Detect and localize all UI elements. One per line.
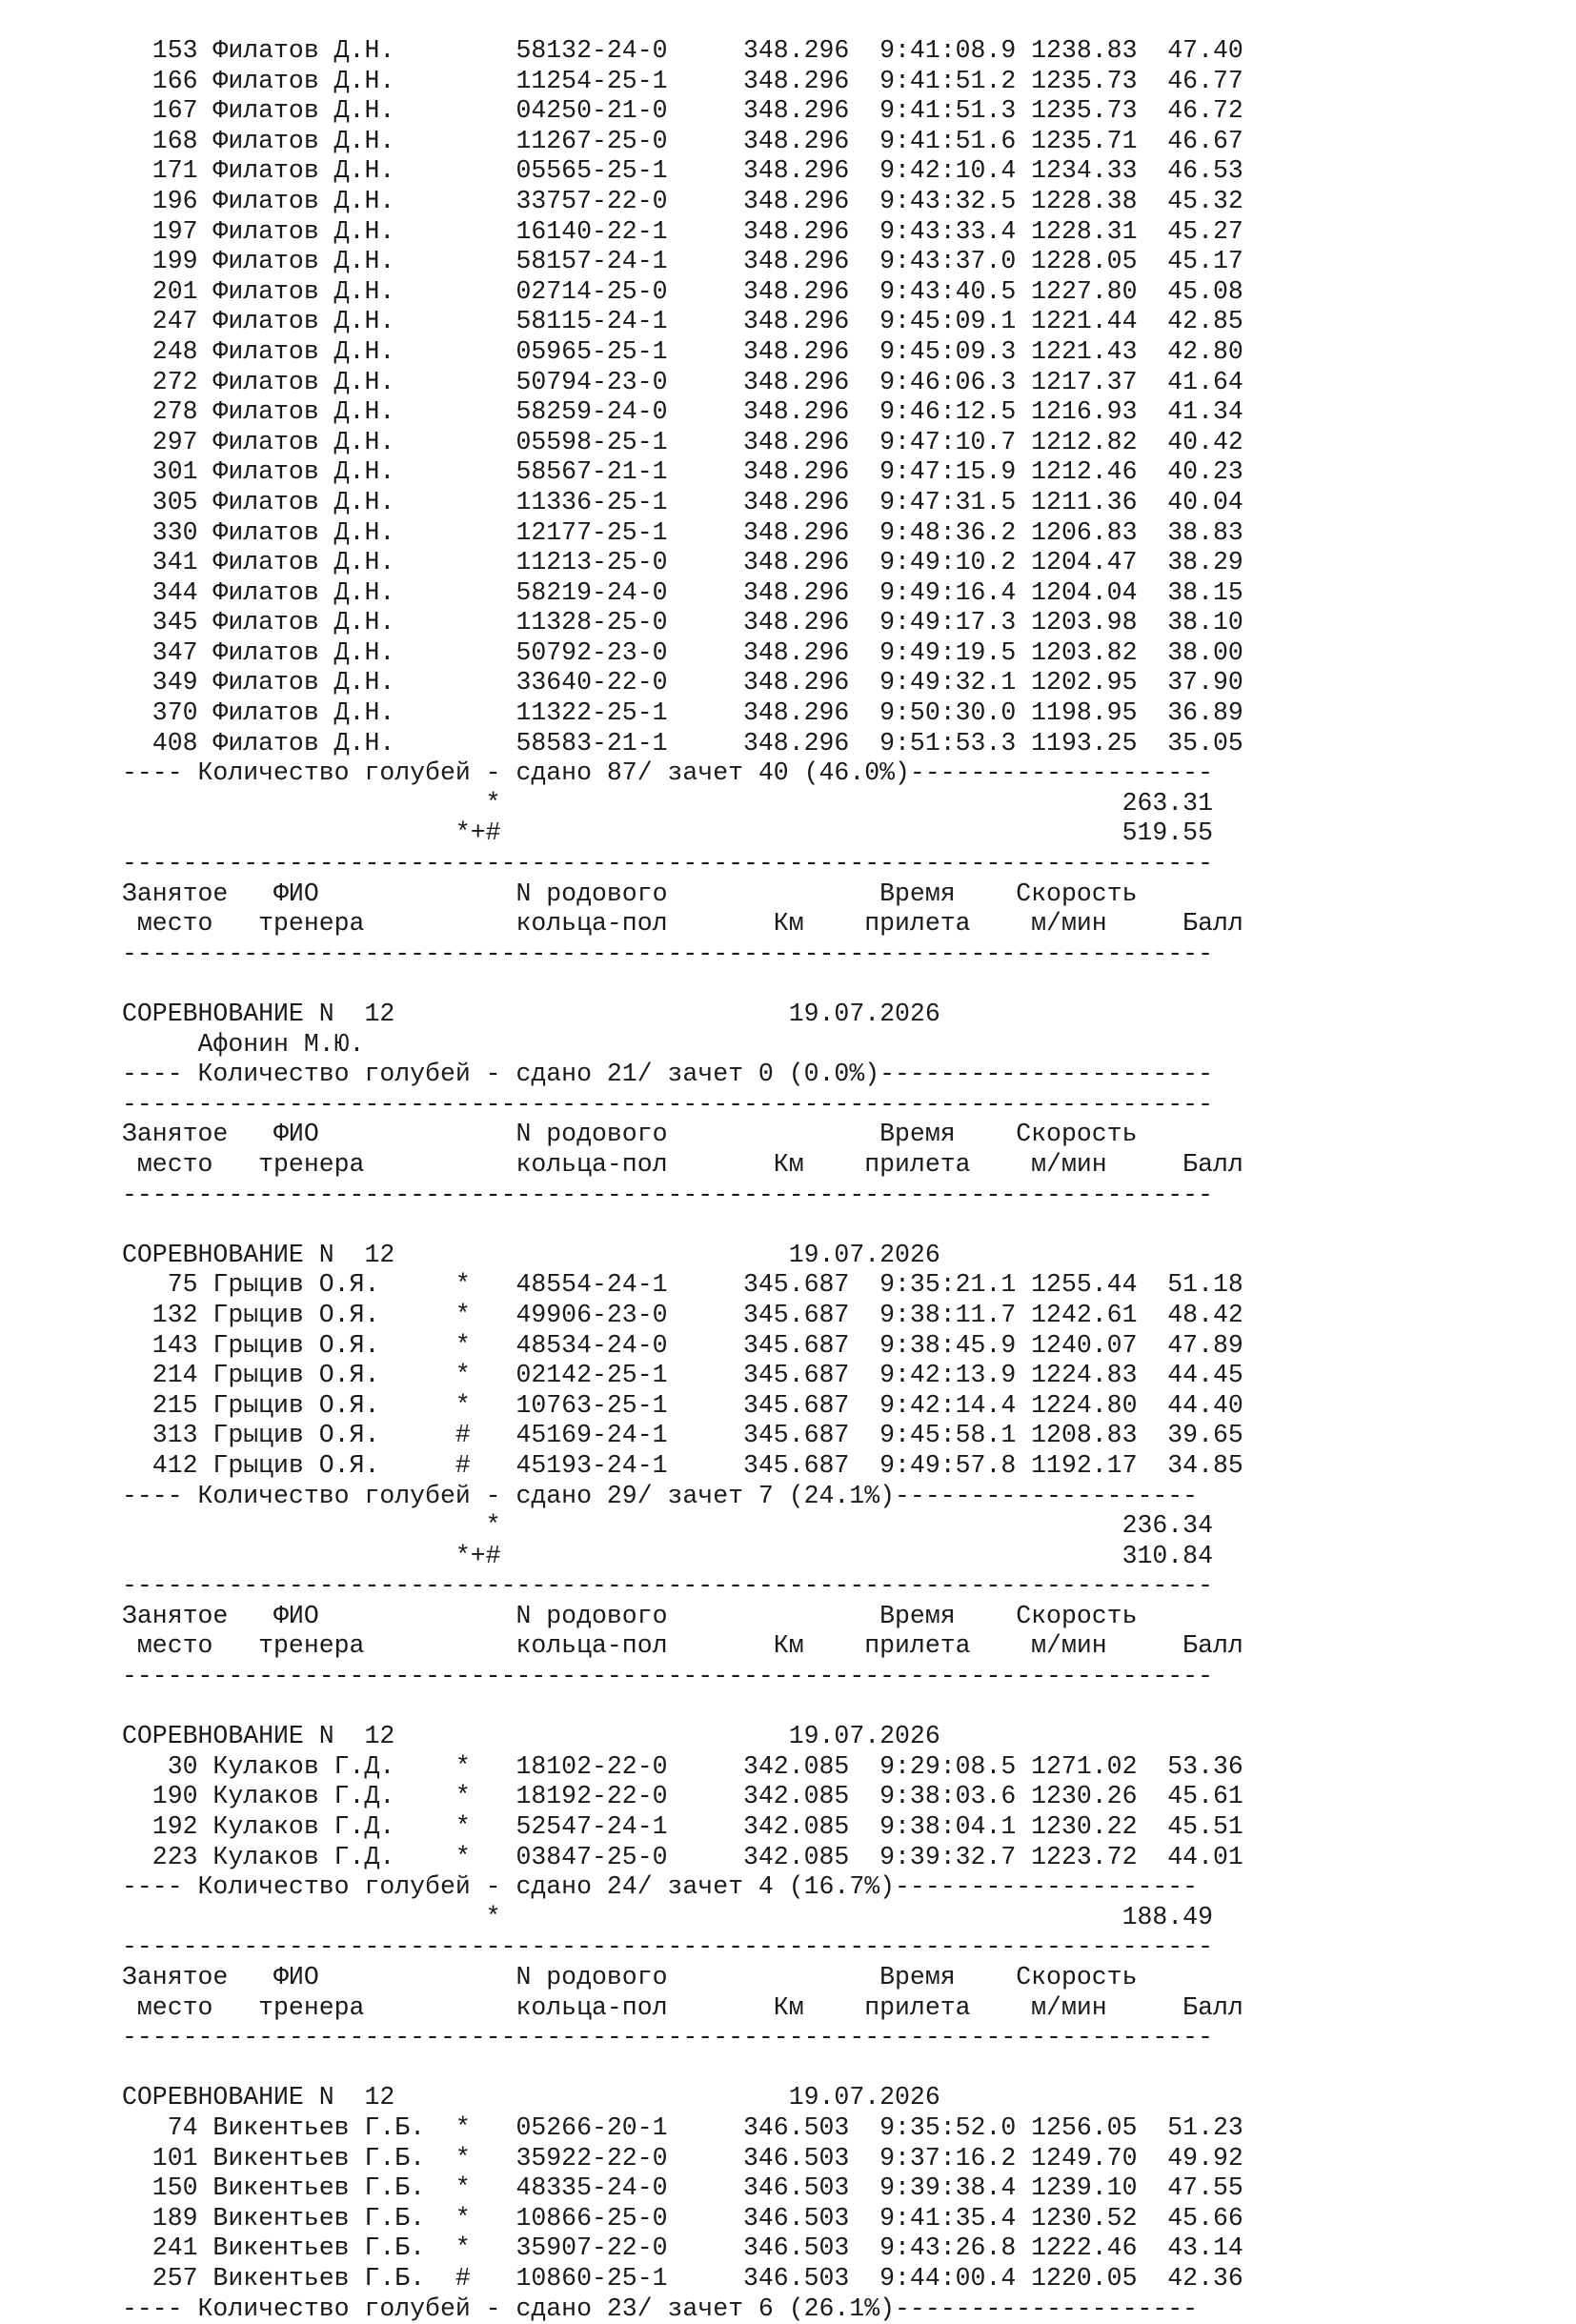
result-row: 30 Кулаков Г.Д. * 18102-22-0 342.085 9:29:08.5 1271.02 53.36 xyxy=(122,1751,1243,1781)
result-row: 257 Викентьев Г.Б. # 10860-25-1 346.503 9:44:00.4 1220.05 42.36 xyxy=(122,2263,1243,2293)
column-header: место тренера кольца-пол Км прилета м/мин Балл xyxy=(122,1992,1243,2022)
result-row: 214 Грыцив О.Я. * 02142-25-1 345.687 9:42:13.9 1224.83 44.45 xyxy=(122,1361,1243,1390)
result-row: 344 Филатов Д.Н. 58219-24-0 348.296 9:49:16.4 1204.04 38.15 xyxy=(122,577,1243,607)
result-row: 408 Филатов Д.Н. 58583-21-1 348.296 9:51:53.3 1193.25 35.05 xyxy=(122,728,1243,758)
result-row: 313 Грыцив О.Я. # 45169-24-1 345.687 9:45:58.1 1208.83 39.65 xyxy=(122,1421,1243,1450)
participant-name: Афонин М.Ю. xyxy=(122,1029,365,1059)
competition-header: СОРЕВНОВАНИЕ N 12 19.07.2026 xyxy=(122,1240,940,1269)
result-row: 301 Филатов Д.Н. 58567-21-1 348.296 9:47:15.9 1212.46 40.23 xyxy=(122,457,1243,487)
competition-header: СОРЕВНОВАНИЕ N 12 19.07.2026 xyxy=(122,2083,940,2112)
blank-line xyxy=(122,1210,1243,1241)
separator-line: ------------------------------------------------------------------------ xyxy=(122,1662,1213,1691)
result-row: 75 Грыцив О.Я. * 48554-24-1 345.687 9:35:21.1 1255.44 51.18 xyxy=(122,1270,1243,1300)
result-row: 168 Филатов Д.Н. 11267-25-0 348.296 9:41:51.6 1235.71 46.67 xyxy=(122,126,1243,155)
points-total: *+# 519.55 xyxy=(122,818,1213,848)
result-row: 167 Филатов Д.Н. 04250-21-0 348.296 9:41:51.3 1235.73 46.72 xyxy=(122,96,1243,126)
results-printout xyxy=(122,36,1243,2324)
result-row: 330 Филатов Д.Н. 12177-25-1 348.296 9:48:36.2 1206.83 38.83 xyxy=(122,517,1243,547)
result-row: 247 Филатов Д.Н. 58115-24-1 348.296 9:45:09.1 1221.44 42.85 xyxy=(122,307,1243,336)
competition-header: СОРЕВНОВАНИЕ N 12 19.07.2026 xyxy=(122,1722,940,1751)
result-row: 278 Филатов Д.Н. 58259-24-0 348.296 9:46:12.5 1216.93 41.34 xyxy=(122,397,1243,427)
separator-line: ------------------------------------------------------------------------ xyxy=(122,1932,1213,1962)
result-row: 305 Филатов Д.Н. 11336-25-1 348.296 9:47:31.5 1211.36 40.04 xyxy=(122,487,1243,516)
separator-line: ------------------------------------------------------------------------ xyxy=(122,939,1213,968)
result-row: 201 Филатов Д.Н. 02714-25-0 348.296 9:43:40.5 1227.80 45.08 xyxy=(122,276,1243,306)
blank-line xyxy=(122,2053,1243,2084)
points-total: * 236.34 xyxy=(122,1511,1213,1541)
result-row: 347 Филатов Д.Н. 50792-23-0 348.296 9:49:19.5 1203.82 38.00 xyxy=(122,637,1243,667)
result-row: 143 Грыцив О.Я. * 48534-24-0 345.687 9:38:45.9 1240.07 47.89 xyxy=(122,1330,1243,1360)
result-row: 196 Филатов Д.Н. 33757-22-0 348.296 9:43:32.5 1228.38 45.32 xyxy=(122,186,1243,215)
result-row: 345 Филатов Д.Н. 11328-25-0 348.296 9:49:17.3 1203.98 38.10 xyxy=(122,608,1243,637)
pigeon-count-summary: ---- Количество голубей - сдано 24/ зачет 4 (16.7%)-------------------- xyxy=(122,1872,1199,1902)
result-row: 101 Викентьев Г.Б. * 35922-22-0 346.503 9:37:16.2 1249.70 49.92 xyxy=(122,2143,1243,2172)
result-row: 248 Филатов Д.Н. 05965-25-1 348.296 9:45:09.3 1221.43 42.80 xyxy=(122,336,1243,366)
separator-line: ------------------------------------------------------------------------ xyxy=(122,1089,1213,1119)
result-row: 223 Кулаков Г.Д. * 03847-25-0 342.085 9:39:32.7 1223.72 44.01 xyxy=(122,1842,1243,1871)
competition-header: СОРЕВНОВАНИЕ N 12 19.07.2026 xyxy=(122,1000,940,1028)
result-row: 189 Викентьев Г.Б. * 10866-25-0 346.503 9:41:35.4 1230.52 45.66 xyxy=(122,2203,1243,2233)
separator-line: ------------------------------------------------------------------------ xyxy=(122,1180,1213,1209)
column-header: место тренера кольца-пол Км прилета м/мин Балл xyxy=(122,1631,1243,1661)
column-header: место тренера кольца-пол Км прилета м/мин Балл xyxy=(122,1149,1243,1179)
pigeon-count-summary: ---- Количество голубей - сдано 29/ зачет 7 (24.1%)-------------------- xyxy=(122,1481,1199,1510)
result-row: 412 Грыцив О.Я. # 45193-24-1 345.687 9:49:57.8 1192.17 34.85 xyxy=(122,1450,1243,1480)
pigeon-count-summary: ---- Количество голубей - сдано 23/ зачет 6 (26.1%)-------------------- xyxy=(122,2294,1199,2323)
result-row: 341 Филатов Д.Н. 11213-25-0 348.296 9:49:10.2 1204.47 38.29 xyxy=(122,548,1243,577)
result-row: 272 Филатов Д.Н. 50794-23-0 348.296 9:46:06.3 1217.37 41.64 xyxy=(122,367,1243,396)
result-row: 150 Викентьев Г.Б. * 48335-24-0 346.503 9:39:38.4 1239.10 47.55 xyxy=(122,2173,1243,2203)
column-header: Занятое ФИО N родового Время Скорость xyxy=(122,1120,1138,1149)
result-row: 241 Викентьев Г.Б. * 35907-22-0 346.503 9:43:26.8 1222.46 43.14 xyxy=(122,2233,1243,2263)
result-row: 171 Филатов Д.Н. 05565-25-1 348.296 9:42:10.4 1234.33 46.53 xyxy=(122,156,1243,186)
result-row: 349 Филатов Д.Н. 33640-22-0 348.296 9:49:32.1 1202.95 37.90 xyxy=(122,668,1243,697)
result-row: 132 Грыцив О.Я. * 49906-23-0 345.687 9:38:11.7 1242.61 48.42 xyxy=(122,1300,1243,1329)
pigeon-count-summary: ---- Количество голубей - сдано 87/ зачет 40 (46.0%)-------------------- xyxy=(122,758,1213,788)
result-row: 190 Кулаков Г.Д. * 18192-22-0 342.085 9:38:03.6 1230.26 45.61 xyxy=(122,1782,1243,1811)
column-header: место тренера кольца-пол Км прилета м/мин Балл xyxy=(122,909,1243,939)
result-row: 197 Филатов Д.Н. 16140-22-1 348.296 9:43:33.4 1228.31 45.27 xyxy=(122,216,1243,246)
result-row: 74 Викентьев Г.Б. * 05266-20-1 346.503 9:35:52.0 1256.05 51.23 xyxy=(122,2112,1243,2142)
result-row: 192 Кулаков Г.Д. * 52547-24-1 342.085 9:38:04.1 1230.22 45.51 xyxy=(122,1812,1243,1842)
separator-line: ------------------------------------------------------------------------ xyxy=(122,1571,1213,1601)
separator-line: ------------------------------------------------------------------------ xyxy=(122,2023,1213,2052)
blank-line xyxy=(122,1692,1243,1723)
column-header: Занятое ФИО N родового Время Скорость xyxy=(122,1601,1138,1630)
points-total: * 263.31 xyxy=(122,788,1213,818)
column-header: Занятое ФИО N родового Время Скорость xyxy=(122,1963,1138,1991)
points-total: * 188.49 xyxy=(122,1902,1213,1931)
blank-line xyxy=(122,969,1243,1000)
result-row: 153 Филатов Д.Н. 58132-24-0 348.296 9:41:08.9 1238.83 47.40 xyxy=(122,36,1243,65)
pigeon-count-summary: ---- Количество голубей - сдано 21/ зачет 0 (0.0%)---------------------- xyxy=(122,1060,1213,1089)
points-total: *+# 310.84 xyxy=(122,1541,1213,1570)
result-row: 370 Филатов Д.Н. 11322-25-1 348.296 9:50:30.0 1198.95 36.89 xyxy=(122,698,1243,728)
result-row: 297 Филатов Д.Н. 05598-25-1 348.296 9:47:10.7 1212.82 40.42 xyxy=(122,427,1243,456)
separator-line: ------------------------------------------------------------------------ xyxy=(122,849,1213,879)
result-row: 215 Грыцив О.Я. * 10763-25-1 345.687 9:42:14.4 1224.80 44.40 xyxy=(122,1390,1243,1420)
result-row: 166 Филатов Д.Н. 11254-25-1 348.296 9:41:51.2 1235.73 46.77 xyxy=(122,66,1243,95)
column-header: Занятое ФИО N родового Время Скорость xyxy=(122,879,1138,908)
result-row: 199 Филатов Д.Н. 58157-24-1 348.296 9:43:37.0 1228.05 45.17 xyxy=(122,247,1243,276)
